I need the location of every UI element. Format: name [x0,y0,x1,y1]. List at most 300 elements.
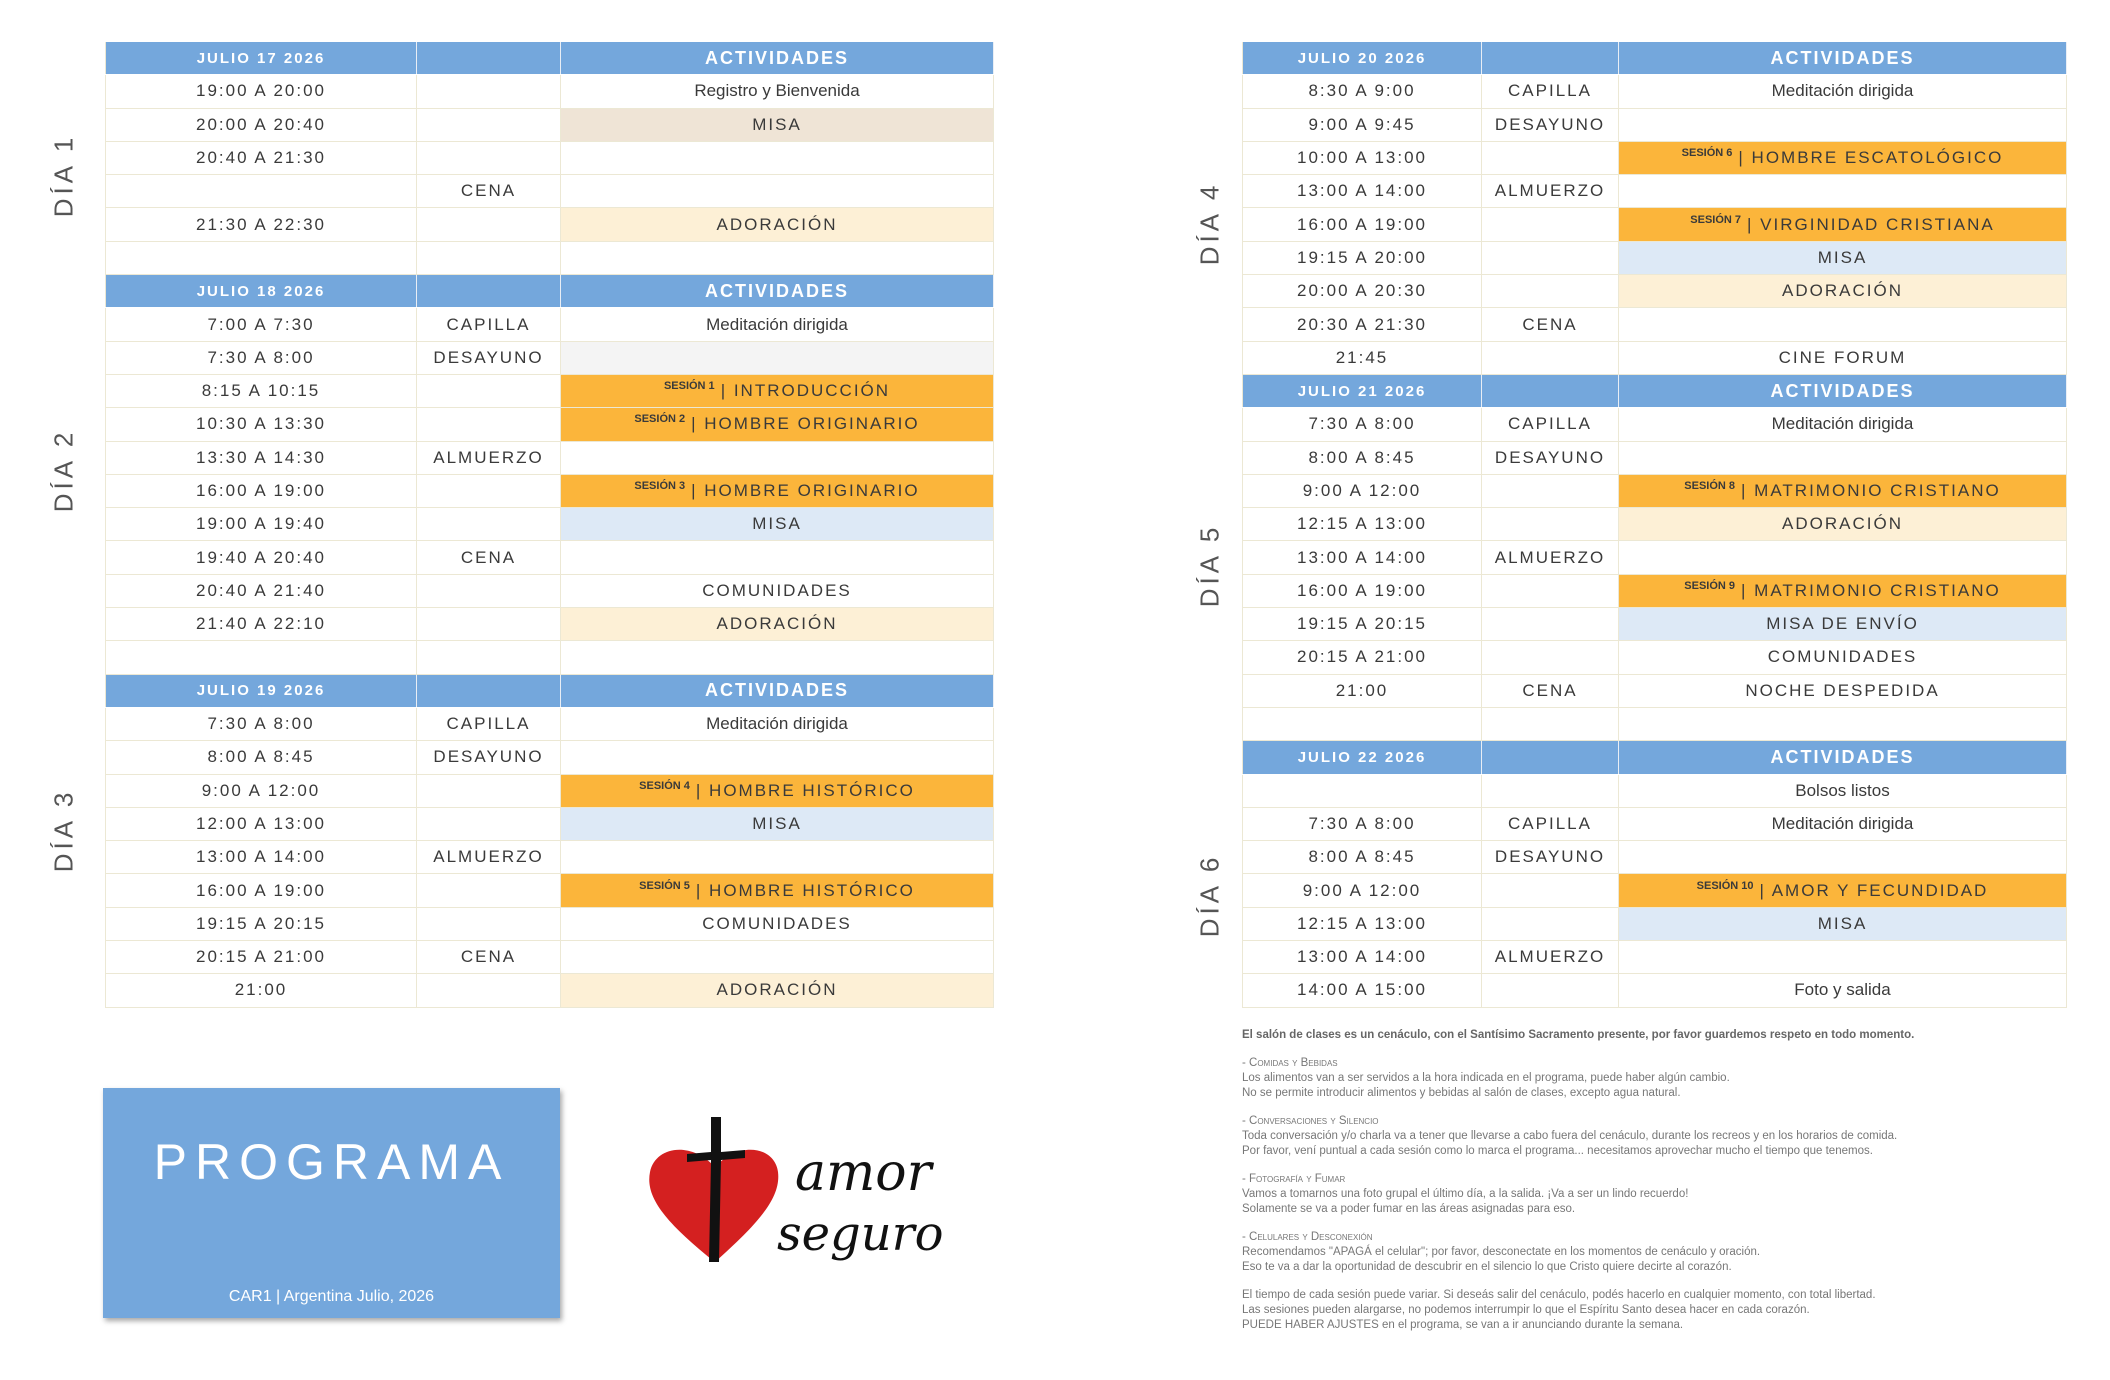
activity-cell [1619,974,2067,1006]
meal-cell [417,508,561,540]
table-row [1242,874,2067,907]
meal-cell: ALMUERZO [417,442,561,474]
activity-cell [1619,408,2067,440]
meal-cell [1482,974,1619,1006]
meal-cell: CAPILLA [417,708,561,740]
activity-label: ADORACIÓN [1782,281,1903,301]
meal-cell [1482,775,1619,807]
activity-cell [1619,808,2067,840]
activity-cell [561,608,994,640]
activity-cell [561,541,994,573]
table-row [1242,275,2067,308]
activities-header: ACTIVIDADES [561,42,994,74]
table-row [1242,142,2067,175]
closing-line: Las sesiones pueden alargarse, no podemos interrumpir lo que el Espíritu Santo desea hacer en cada corazón. [1242,1304,1810,1316]
meal-cell [417,775,561,807]
activity-label: | VIRGINIDAD CRISTIANA [1747,214,1995,234]
time-cell: 8:00 A 8:45 [1242,442,1482,474]
activity-label: MISA [1817,913,1868,933]
note-line: No se permite introducir alimentos y bebidas al salón de clases, excepto agua natural. [1242,1087,1681,1099]
time-cell: 21:00 [1242,675,1482,707]
table-row [1242,775,2067,808]
time-cell: 8:30 A 9:00 [1242,75,1482,107]
meal-cell: CAPILLA [1482,408,1619,440]
table-row [105,941,994,974]
note-title: - Celulares y Desconexión [1242,1231,1373,1243]
time-cell: 19:15 A 20:15 [105,908,417,940]
activity-cell [561,175,994,207]
activity-cell [1619,242,2067,274]
day-header-row [1242,741,2067,774]
time-cell: 8:00 A 8:45 [105,741,417,773]
table-row [1242,508,2067,541]
activity-cell [561,109,994,141]
activity-cell [561,75,994,107]
table-row [105,775,994,808]
time-cell: 7:30 A 8:00 [1242,808,1482,840]
meal-cell [417,808,561,840]
day-label: DÍA 3 [48,788,79,873]
activities-header: ACTIVIDADES [561,275,994,307]
activity-label: Foto y salida [1794,980,1891,1000]
activity-label: COMUNIDADES [702,913,852,933]
time-cell: 10:00 A 13:00 [1242,142,1482,174]
time-cell: 14:00 A 15:00 [1242,974,1482,1006]
time-cell: 16:00 A 19:00 [1242,208,1482,240]
time-cell: 21:00 [105,974,417,1006]
table-row [105,208,994,241]
meal-cell [1482,575,1619,607]
meal-cell: DESAYUNO [1482,109,1619,141]
time-cell: 9:00 A 12:00 [1242,874,1482,906]
time-cell: 16:00 A 19:00 [1242,575,1482,607]
time-cell: 8:15 A 10:15 [105,375,417,407]
time-cell: 20:00 A 20:30 [1242,275,1482,307]
program-title: PROGRAMA [153,1134,510,1190]
activity-cell [1619,908,2067,940]
activity-label: Meditación dirigida [1771,414,1914,434]
note-section [1242,1114,2062,1159]
note-line: Eso te va a dar la oportunidad de descubrir en el silencio lo que Cristo quiere decirte al corazón. [1242,1261,1732,1273]
note-line: Vamos a tomarnos una foto grupal el último día, a la salida. ¡Va a ser un lindo recuerdo! [1242,1188,1689,1200]
table-row [1242,841,2067,874]
activity-cell [561,708,994,740]
activity-label: Meditación dirigida [1771,813,1914,833]
day-header-row [105,275,994,308]
meal-cell: DESAYUNO [417,741,561,773]
activity-cell [561,442,994,474]
session-number: SESIÓN 6 [1681,147,1733,160]
table-row [1242,475,2067,508]
meal-cell: ALMUERZO [417,841,561,873]
day-label: DÍA 1 [48,133,79,218]
time-cell: 19:15 A 20:00 [1242,242,1482,274]
table-row [105,608,994,641]
activity-label: COMUNIDADES [702,580,852,600]
time-cell: 20:00 A 20:40 [105,109,417,141]
activity-label: Bolsos listos [1795,780,1890,800]
activity-cell [561,508,994,540]
table-row [105,708,994,741]
time-cell: 13:00 A 14:00 [105,841,417,873]
activity-cell [1619,608,2067,640]
table-row [105,175,994,208]
header-blank [417,42,561,74]
meal-cell [1482,242,1619,274]
note-section [1242,1172,2062,1217]
time-cell: 7:30 A 8:00 [105,708,417,740]
time-cell: 10:30 A 13:30 [105,408,417,440]
session-number: SESIÓN 2 [634,413,686,426]
activity-cell [1619,675,2067,707]
meal-cell: CAPILLA [417,308,561,340]
time-cell: 13:00 A 14:00 [1242,175,1482,207]
notes-lead: El salón de clases es un cenáculo, con el Santísimo Sacramento presente, por favor guardemos respeto en todo momento. [1242,1029,1915,1041]
header-blank [1482,375,1619,407]
table-row [105,508,994,541]
day-label: DÍA 6 [1194,853,1225,938]
activity-label: Meditación dirigida [706,714,848,734]
activity-cell [561,808,994,840]
table-row [105,841,994,874]
time-cell: 20:15 A 21:00 [105,941,417,973]
activity-label: COMUNIDADES [1767,647,1918,667]
table-row [1242,575,2067,608]
meal-cell: ALMUERZO [1482,941,1619,973]
session-number: SESIÓN 3 [634,480,686,492]
time-cell: 20:15 A 21:00 [1242,641,1482,673]
note-line: Solamente se va a poder fumar en las áreas asignadas para eso. [1242,1203,1576,1215]
meal-cell: CENA [1482,675,1619,707]
time-cell: 7:30 A 8:00 [105,342,417,374]
activity-cell [1619,541,2067,573]
time-cell: 16:00 A 19:00 [105,874,417,906]
table-row [1242,641,2067,674]
activity-label: MISA [752,114,802,134]
header-blank [417,675,561,707]
meal-cell [417,575,561,607]
table-row [105,442,994,475]
meal-cell: ALMUERZO [1482,541,1619,573]
table-row [1242,75,2067,108]
time-cell [105,641,417,673]
session-number: SESIÓN 9 [1684,579,1736,592]
meal-cell [417,974,561,1006]
time-cell: 21:30 A 22:30 [105,208,417,240]
table-row [105,308,994,341]
time-cell: 19:00 A 20:00 [105,75,417,107]
day-header-row [1242,42,2067,75]
activity-label: | HOMBRE ORIGINARIO [691,481,920,500]
day-header-row [1242,375,2067,408]
meal-cell: CENA [417,541,561,573]
meal-cell [417,408,561,440]
table-row [1242,908,2067,941]
header-blank [1482,42,1619,74]
amor-seguro-logo [645,1112,944,1277]
day-date: JULIO 21 2026 [1242,375,1482,407]
activity-label: MISA [1817,247,1868,267]
time-cell [1242,775,1482,807]
time-cell: 19:00 A 19:40 [105,508,417,540]
note-line: Los alimentos van a ser servidos a la hora indicada en el programa, puede haber algún cambio. [1242,1072,1730,1084]
activity-label: ADORACIÓN [1782,514,1903,534]
activity-cell [1619,641,2067,673]
activity-label: | AMOR Y FECUNDIDAD [1759,880,1989,900]
time-cell [1242,708,1482,740]
table-row [1242,308,2067,341]
time-cell: 7:30 A 8:00 [1242,408,1482,440]
activity-label: ADORACIÓN [716,614,838,634]
activity-cell [561,208,994,240]
activity-label: | HOMBRE ESCATOLÓGICO [1738,148,2004,168]
time-cell: 20:40 A 21:30 [105,142,417,174]
activity-cell [561,941,994,973]
meal-cell [1482,275,1619,307]
table-row [1242,974,2067,1007]
table-row [1242,442,2067,475]
activity-cell [1619,508,2067,540]
logo-text-amor: amor [795,1143,932,1203]
table-row [105,342,994,375]
time-cell: 19:15 A 20:15 [1242,608,1482,640]
session-number: SESIÓN 4 [639,779,690,792]
activity-cell [561,775,994,807]
activity-label: | MATRIMONIO CRISTIANO [1741,580,2001,600]
meal-cell [1482,708,1619,740]
program-subtitle: CAR1 | Argentina Julio, 2026 [228,1288,435,1305]
activity-cell [561,874,994,906]
activity-cell [561,375,994,407]
activity-cell [1619,109,2067,141]
time-cell: 13:30 A 14:30 [105,442,417,474]
activity-cell [561,841,994,873]
table-row [105,75,994,108]
note-section [1242,1230,2062,1275]
activity-label: Registro y Bienvenida [694,81,860,101]
activity-label: ADORACIÓN [716,214,838,234]
activity-label: CINE FORUM [1778,347,1907,367]
activity-cell [1619,874,2067,906]
table-row [1242,708,2067,741]
day-date: JULIO 19 2026 [105,675,417,707]
table-row [105,641,994,674]
meal-cell [417,641,561,673]
activity-cell [561,741,994,773]
table-row [1242,808,2067,841]
activity-label: | INTRODUCCIÓN [720,381,891,401]
session-number: SESIÓN 10 [1696,879,1754,892]
activity-cell [561,641,994,673]
activity-cell [561,408,994,440]
table-row [105,808,994,841]
activity-cell [1619,575,2067,607]
note-line: Recomendamos "APAGÁ el celular"; por favor, desconectate en los momentos de cenáculo y oración. [1242,1246,1761,1258]
activity-cell [561,575,994,607]
logo-text-seguro: seguro [777,1206,944,1262]
activity-label: NOCHE DESPEDIDA [1745,680,1940,700]
activity-label: ADORACIÓN [716,980,838,1000]
meal-cell [1482,208,1619,240]
activity-cell [1619,208,2067,240]
note-title: - Comidas y Bebidas [1242,1057,1338,1069]
activity-cell [561,142,994,174]
table-row [1242,242,2067,275]
table-row [105,109,994,142]
time-cell: 9:00 A 12:00 [1242,475,1482,507]
activity-label: Meditación dirigida [1771,81,1914,101]
meal-cell [1482,641,1619,673]
day-label: DÍA 4 [1194,181,1225,266]
closing-line: PUEDE HABER AJUSTES en el programa, se van a ir anunciando durante la semana. [1242,1319,1684,1331]
time-cell: 13:00 A 14:00 [1242,941,1482,973]
table-row [1242,109,2067,142]
activity-label: Meditación dirigida [706,314,848,334]
meal-cell [1482,142,1619,174]
time-cell: 9:00 A 12:00 [105,775,417,807]
session-number: SESIÓN 5 [639,879,690,892]
time-cell: 7:00 A 7:30 [105,308,417,340]
note-title: - Fotografía y Fumar [1242,1173,1346,1185]
time-cell: 12:15 A 13:00 [1242,508,1482,540]
activity-cell [1619,308,2067,340]
meal-cell [1482,908,1619,940]
time-cell: 16:00 A 19:00 [105,475,417,507]
activity-cell [1619,941,2067,973]
activities-header: ACTIVIDADES [561,675,994,707]
activity-cell [1619,142,2067,174]
meal-cell [417,109,561,141]
day-header-row [105,675,994,708]
table-row [105,575,994,608]
table-row [105,974,994,1007]
table-row [105,408,994,441]
day-date: JULIO 18 2026 [105,275,417,307]
table-row [1242,208,2067,241]
meal-cell [417,475,561,507]
activity-cell [1619,442,2067,474]
activity-label: | HOMBRE ORIGINARIO [691,414,920,434]
meal-cell [1482,475,1619,507]
activity-cell [1619,275,2067,307]
day-date: JULIO 22 2026 [1242,741,1482,773]
time-cell: 8:00 A 8:45 [1242,841,1482,873]
activity-cell [1619,475,2067,507]
meal-cell [1482,874,1619,906]
table-row [105,142,994,175]
note-line: Toda conversación y/o charla va a tener que llevarse a cabo fuera del cenáculo, durante los recreos y en los horarios de comida. [1242,1130,1898,1142]
time-cell: 20:40 A 21:40 [105,575,417,607]
time-cell [105,242,417,274]
activity-cell [561,242,994,274]
table-row [105,908,994,941]
activity-cell [561,475,994,507]
schedule-table-left [105,42,994,1008]
meal-cell [417,242,561,274]
activity-cell [561,308,994,340]
table-row [105,741,994,774]
notes-section [1242,1028,2062,1333]
activity-cell [561,974,994,1006]
meal-cell [417,208,561,240]
time-cell: 12:00 A 13:00 [105,808,417,840]
time-cell: 9:00 A 9:45 [1242,109,1482,141]
meal-cell [1482,508,1619,540]
meal-cell [417,874,561,906]
meal-cell [417,908,561,940]
activities-header: ACTIVIDADES [1619,741,2067,773]
table-row [1242,342,2067,375]
table-row [1242,175,2067,208]
meal-cell: DESAYUNO [417,342,561,374]
time-cell: 12:15 A 13:00 [1242,908,1482,940]
activity-cell [1619,75,2067,107]
table-row [105,874,994,907]
meal-cell: DESAYUNO [1482,442,1619,474]
session-number: SESIÓN 7 [1690,213,1742,226]
table-row [105,242,994,275]
day-date: JULIO 20 2026 [1242,42,1482,74]
activity-cell [561,908,994,940]
program-cover [103,1088,560,1318]
day-label: DÍA 2 [48,428,79,513]
time-cell [105,175,417,207]
activities-header: ACTIVIDADES [1619,375,2067,407]
table-row [1242,408,2067,441]
activity-label: MISA [752,813,802,833]
meal-cell: DESAYUNO [1482,841,1619,873]
activity-cell [1619,342,2067,374]
table-row [1242,608,2067,641]
activity-cell [1619,175,2067,207]
closing-line: El tiempo de cada sesión puede variar. Si deseás salir del cenáculo, podés hacerlo en cualquier momento, con total libertad. [1242,1289,1876,1301]
meal-cell: CENA [1482,308,1619,340]
meal-cell: ALMUERZO [1482,175,1619,207]
note-section [1242,1056,2062,1101]
day-header-row [105,42,994,75]
table-row [1242,941,2067,974]
meal-cell [417,75,561,107]
meal-cell [417,142,561,174]
time-cell: 13:00 A 14:00 [1242,541,1482,573]
day-label: DÍA 5 [1194,523,1225,608]
table-row [1242,541,2067,574]
meal-cell: CAPILLA [1482,808,1619,840]
meal-cell [417,608,561,640]
note-line: Por favor, vení puntual a cada sesión como lo marca el programa... necesitamos aprovechar mucho el tiempo que tenemos. [1242,1145,1873,1157]
meal-cell: CAPILLA [1482,75,1619,107]
table-row [105,541,994,574]
table-row [105,475,994,508]
activity-cell [1619,708,2067,740]
meal-cell [417,375,561,407]
activity-label: | HOMBRE HISTÓRICO [695,780,915,800]
header-blank [1482,741,1619,773]
time-cell: 21:40 A 22:10 [105,608,417,640]
activity-cell [561,342,994,374]
session-number: SESIÓN 1 [663,380,715,393]
table-row [1242,675,2067,708]
table-row [105,375,994,408]
activity-label: | HOMBRE HISTÓRICO [695,880,915,900]
note-title: - Conversaciones y Silencio [1242,1115,1379,1127]
schedule-table-right [1242,42,2067,1008]
activity-label: MISA [752,514,802,534]
activity-cell [1619,841,2067,873]
time-cell: 19:40 A 20:40 [105,541,417,573]
meal-cell: CENA [417,175,561,207]
activity-label: MISA DE ENVÍO [1766,614,1919,634]
